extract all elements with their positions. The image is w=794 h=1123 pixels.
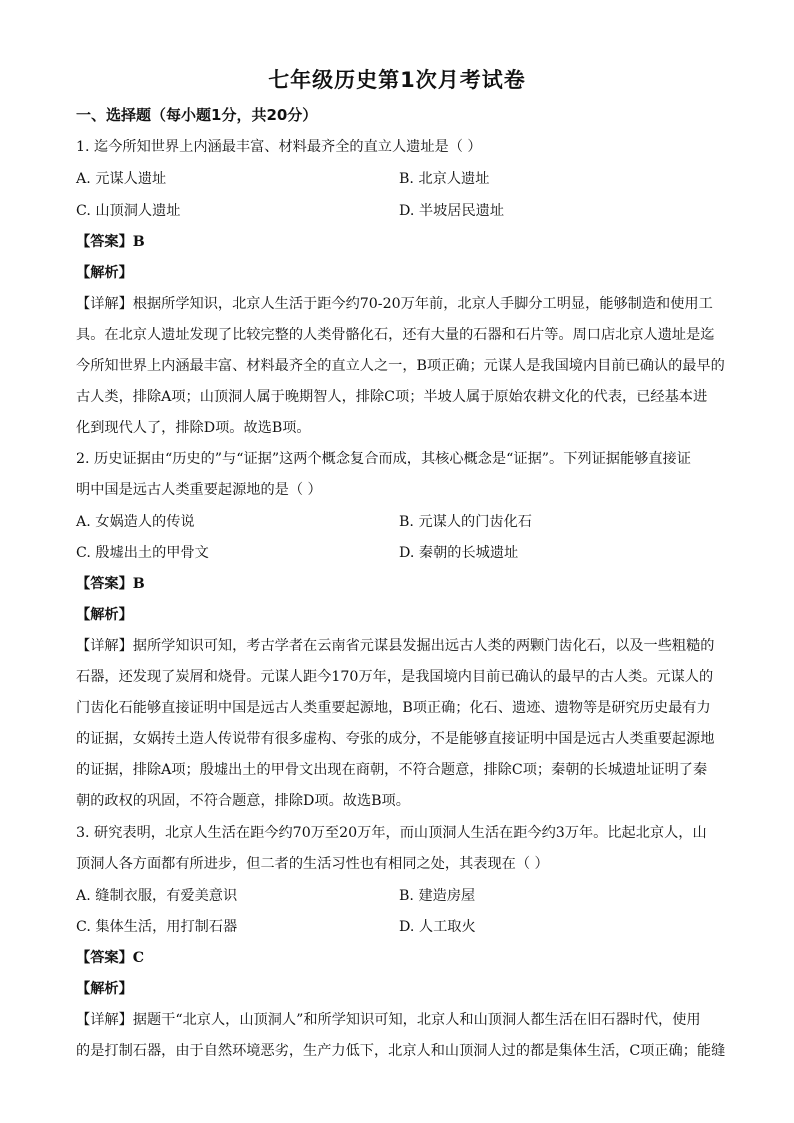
q2-detail-line: 的证据，女娲抟土造人传说带有很多虚构、夸张的成分，不是能够直接证明中国是远古人类重要起源地 xyxy=(76,731,715,747)
q3-option-d: D. 人工取火 xyxy=(399,919,476,935)
q2-detail-line: 的证据，排除A项；殷墟出土的甲骨文出现在商朝，不符合题意，排除C项；秦朝的长城遗址证明了秦 xyxy=(76,762,708,778)
q2-detail-line: 门齿化石能够直接证明中国是远古人类重要起源地，B项正确；化石、遗迹、遗物等是研究历史最有力 xyxy=(76,700,711,716)
q3-analysis-label: 【解析】 xyxy=(76,981,133,997)
q2-option-b: B. 元谋人的门齿化石 xyxy=(399,514,532,530)
q1-detail-line: 化到现代人了，排除D项。故选B项。 xyxy=(76,420,311,436)
q3-stem-line: 顶洞人各方面都有所进步，但二者的生活习性也有相同之处，其表现在（ ） xyxy=(76,856,549,872)
q1-stem: 1. 迄今所知世界上内涵最丰富、材料最齐全的直立人遗址是（ ） xyxy=(76,139,482,155)
q3-option-b: B. 建造房屋 xyxy=(399,888,476,904)
q3-option-c: C. 集体生活，用打制石器 xyxy=(76,919,238,935)
q1-analysis-label: 【解析】 xyxy=(76,265,133,281)
q3-detail-line: 【详解】据题干“北京人，山顶洞人”和所学知识可知，北京人和山顶洞人都生活在旧石器时代，使用 xyxy=(76,1012,701,1028)
q1-detail-line: 具。在北京人遗址发现了比较完整的人类骨骼化石，还有大量的石器和石片等。周口店北京人遗址是迄 xyxy=(76,327,715,343)
q3-detail-line: 的是打制石器，由于自然环境恶劣，生产力低下，北京人和山顶洞人过的都是集体生活，C项正确；能缝 xyxy=(76,1043,726,1059)
q2-detail-line: 朝的政权的巩固，不符合题意，排除D项。故选B项。 xyxy=(76,793,410,809)
section-heading: 一、选择题（每小题1分，共20分） xyxy=(76,106,318,124)
q2-answer: 【答案】B xyxy=(76,576,145,592)
q1-option-a: A. 元谋人遗址 xyxy=(76,171,167,187)
q3-answer: 【答案】C xyxy=(76,950,145,966)
q1-detail-line: 今所知世界上内涵最丰富、材料最齐全的直立人之一，B项正确；元谋人是我国境内目前已确认的最早的 xyxy=(76,358,725,374)
q3-stem-line: 3. 研究表明，北京人生活在距今约70万至20万年，而山顶洞人生活在距今约3万年。比起北京人，山 xyxy=(76,825,707,841)
q1-answer: 【答案】B xyxy=(76,234,145,250)
q2-detail-line: 石器，还发现了炭屑和烧骨。元谋人距今170万年，是我国境内目前已确认的最早的古人类。元谋人的 xyxy=(76,669,714,685)
q2-stem-line: 明中国是远古人类重要起源地的是（ ） xyxy=(76,482,322,498)
q2-option-a: A. 女娲造人的传说 xyxy=(76,514,195,530)
q2-stem-line: 2. 历史证据由“历史的”与“证据”这两个概念复合而成，其核心概念是“证据”。下列证据能够直接证 xyxy=(76,451,691,467)
q2-analysis-label: 【解析】 xyxy=(76,607,133,623)
q1-option-c: C. 山顶洞人遗址 xyxy=(76,203,181,219)
q3-option-a: A. 缝制衣服，有爱美意识 xyxy=(76,888,238,904)
q1-detail-line: 古人类，排除A项；山顶洞人属于晚期智人，排除C项；半坡人属于原始农耕文化的代表，已经基本进 xyxy=(76,389,708,405)
page-title: 七年级历史第1次月考试卷 xyxy=(268,68,526,92)
q2-option-c: C. 殷墟出土的甲骨文 xyxy=(76,545,209,561)
q1-detail-line: 【详解】根据所学知识，北京人生活于距今约70-20万年前，北京人手脚分工明显，能够制造和使用工 xyxy=(76,296,713,312)
q1-option-b: B. 北京人遗址 xyxy=(399,171,490,187)
q2-detail-line: 【详解】据所学知识可知，考古学者在云南省元谋县发掘出远古人类的两颗门齿化石，以及一些粗糙的 xyxy=(76,638,715,654)
q2-option-d: D. 秦朝的长城遗址 xyxy=(399,545,519,561)
q1-option-d: D. 半坡居民遗址 xyxy=(399,203,505,219)
